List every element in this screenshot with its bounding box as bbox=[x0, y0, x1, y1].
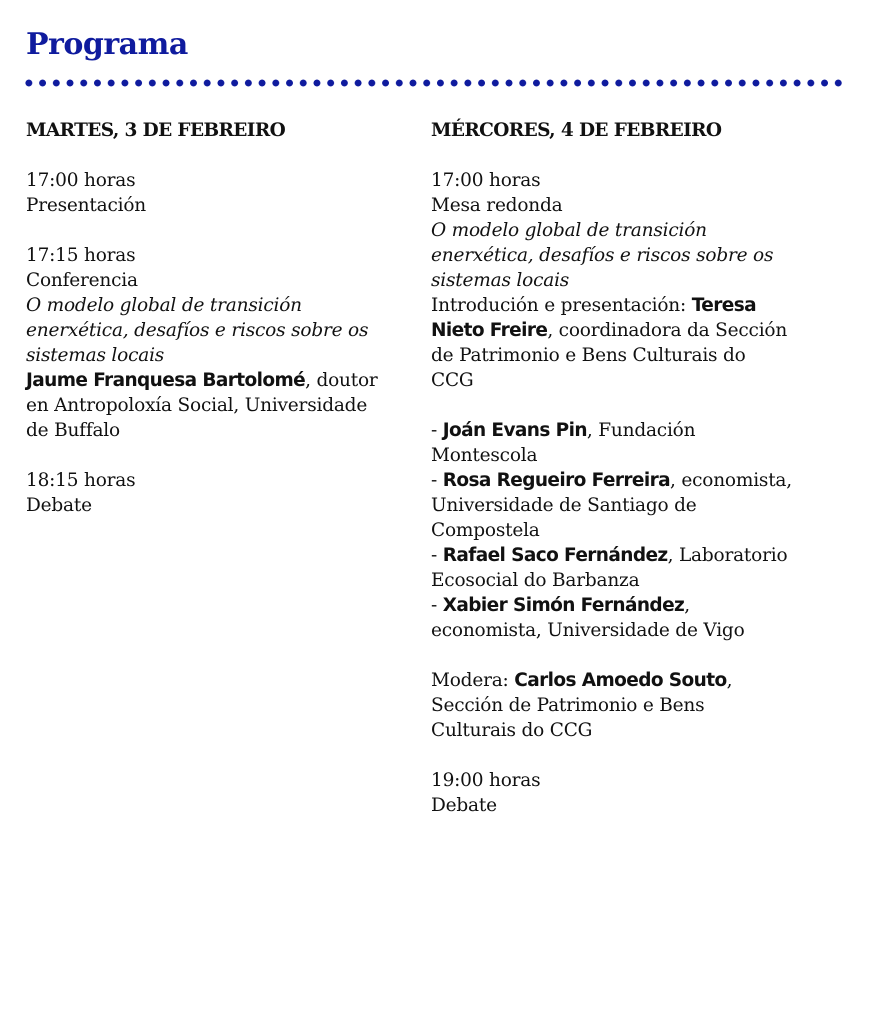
moderator-name: Carlos Amoedo Souto bbox=[514, 670, 727, 691]
moderator-affiliation: Sección de Patrimonio e Bens bbox=[431, 695, 705, 716]
moderator-prefix: Modera: bbox=[431, 670, 515, 691]
speaker-affiliation: en Antropoloxía Social, Universidade bbox=[26, 395, 368, 416]
list-dash: - bbox=[431, 420, 443, 441]
session-label: Mesa redonda bbox=[431, 195, 563, 216]
session-presentation bbox=[26, 168, 406, 218]
speaker-affiliation: Ecosocial do Barbanza bbox=[431, 570, 640, 591]
session-round-table bbox=[431, 168, 851, 393]
list-item bbox=[431, 468, 851, 543]
speaker-name: Jaume Franquesa Bartolomé bbox=[26, 370, 306, 391]
speaker-affiliation: , doutor bbox=[305, 370, 378, 391]
intro-prefix: Introdución e presentación: bbox=[431, 295, 692, 316]
speaker-line bbox=[431, 468, 851, 493]
speaker-name: Joán Evans Pin bbox=[442, 420, 587, 441]
moderator-block bbox=[431, 668, 851, 743]
list-item bbox=[431, 593, 851, 643]
moderator-affiliation: , bbox=[726, 670, 733, 691]
speaker-affiliation: Universidade de Santiago de bbox=[431, 495, 697, 516]
session-time: 18:15 horas bbox=[26, 470, 136, 491]
speaker-affiliation: Compostela bbox=[431, 520, 540, 541]
intro-affiliation: CCG bbox=[431, 370, 474, 391]
session-conference bbox=[26, 243, 406, 443]
list-dash: - bbox=[431, 470, 443, 491]
dotted-divider bbox=[22, 78, 846, 88]
session-title-line: O modelo global de transición bbox=[26, 295, 302, 316]
speaker-line bbox=[431, 543, 851, 568]
intro-affiliation: de Patrimonio e Bens Culturais do bbox=[431, 345, 746, 366]
speaker-info bbox=[26, 368, 406, 393]
speaker-affiliation: Montescola bbox=[431, 445, 538, 466]
day-column-wednesday bbox=[431, 118, 851, 843]
day-heading: MÉRCORES, 4 DE FEBREIRO bbox=[431, 120, 722, 141]
session-label: Conferencia bbox=[26, 270, 138, 291]
session-label: Debate bbox=[431, 795, 497, 816]
session-label: Presentación bbox=[26, 195, 146, 216]
moderator-line bbox=[431, 668, 851, 693]
session-debate bbox=[26, 468, 406, 518]
day-heading: MARTES, 3 DE FEBREIRO bbox=[26, 120, 286, 141]
intro-name: Teresa bbox=[691, 295, 757, 316]
list-item bbox=[431, 543, 851, 593]
speaker-affiliation: economista, Universidade de Vigo bbox=[431, 620, 745, 641]
speaker-affiliation: , economista, bbox=[669, 470, 792, 491]
speaker-name: Rafael Saco Fernández bbox=[442, 545, 668, 566]
speaker-line bbox=[431, 593, 851, 618]
session-title-line: sistemas locais bbox=[431, 270, 570, 291]
session-title-line: enerxética, desafíos e riscos sobre os bbox=[431, 245, 774, 266]
moderator-affiliation: Culturais do CCG bbox=[431, 720, 593, 741]
session-debate bbox=[431, 768, 851, 818]
page-title: Programa bbox=[26, 27, 188, 62]
speaker-name: Xabier Simón Fernández bbox=[442, 595, 685, 616]
session-title-line: sistemas locais bbox=[26, 345, 165, 366]
intro-line bbox=[431, 293, 851, 318]
speaker-affiliation: , bbox=[684, 595, 690, 616]
speaker-list bbox=[431, 418, 851, 643]
session-time: 17:15 horas bbox=[26, 245, 136, 266]
day-column-tuesday bbox=[26, 118, 406, 543]
speaker-line bbox=[431, 418, 851, 443]
speaker-affiliation: , Laboratorio bbox=[667, 545, 788, 566]
speaker-affiliation: , Fundación bbox=[586, 420, 696, 441]
intro-name: Nieto Freire bbox=[431, 320, 548, 341]
session-title-line: O modelo global de transición bbox=[431, 220, 707, 241]
list-dash: - bbox=[431, 595, 443, 616]
session-time: 17:00 horas bbox=[26, 170, 136, 191]
list-item bbox=[431, 418, 851, 468]
intro-affiliation: , coordinadora da Sección bbox=[547, 320, 788, 341]
speaker-name: Rosa Regueiro Ferreira bbox=[442, 470, 670, 491]
session-time: 19:00 horas bbox=[431, 770, 541, 791]
list-dash: - bbox=[431, 545, 443, 566]
session-label: Debate bbox=[26, 495, 92, 516]
session-title-line: enerxética, desafíos e riscos sobre os bbox=[26, 320, 369, 341]
intro-line bbox=[431, 318, 851, 343]
speaker-affiliation: de Buffalo bbox=[26, 420, 120, 441]
session-time: 17:00 horas bbox=[431, 170, 541, 191]
